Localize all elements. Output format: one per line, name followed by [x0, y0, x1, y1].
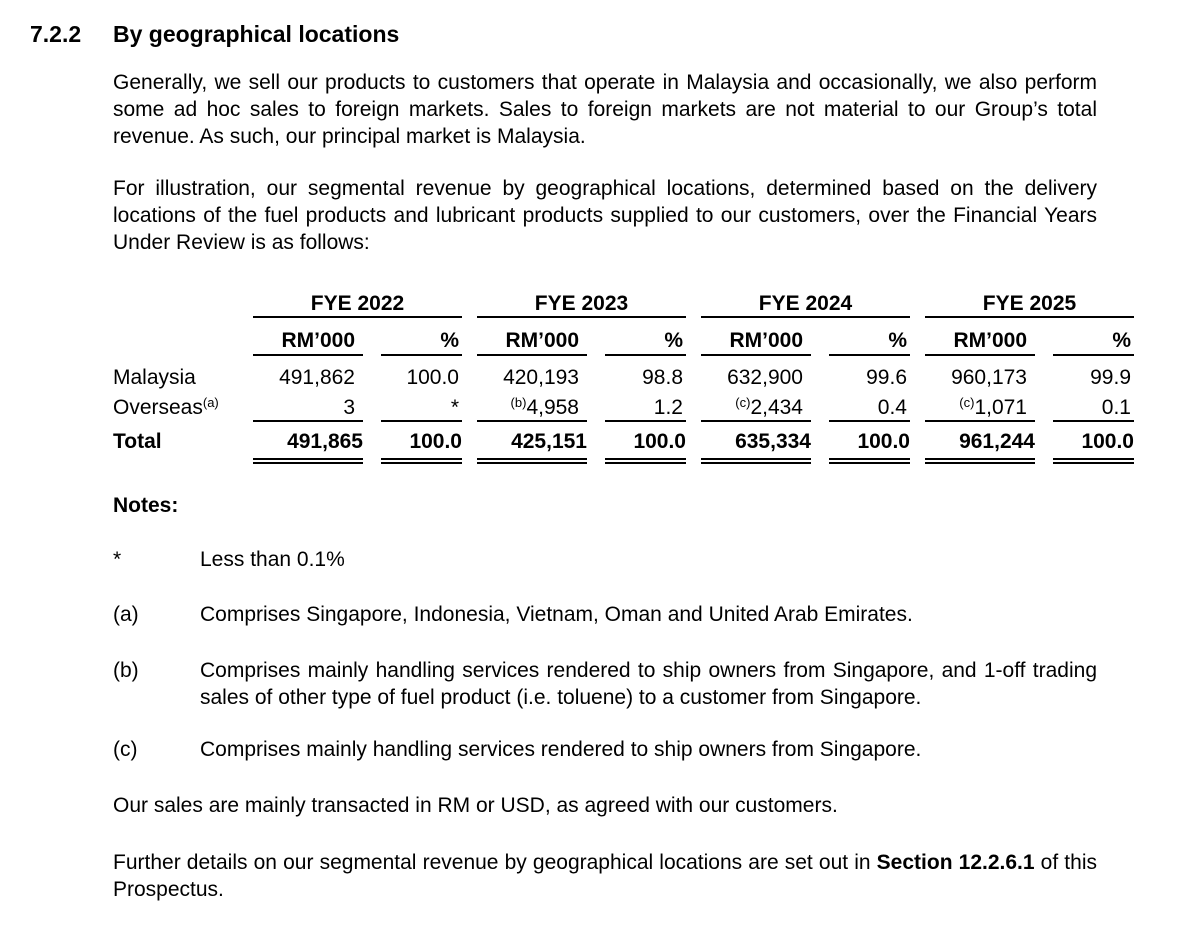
cell-total-2023-pct: 100.0: [605, 420, 686, 464]
note-text: Comprises mainly handling services rendered to ship owners from Singapore.: [200, 738, 922, 761]
cell-overseas-2023-rm: [477, 390, 587, 420]
col-header-rm000: RM’000: [701, 318, 811, 356]
note-ref-b: (b): [510, 395, 527, 410]
cell-total-2024-rm: 635,334: [701, 420, 811, 464]
year-header-fye2022: FYE 2022: [253, 292, 462, 318]
cell-value: 2,434: [750, 396, 803, 419]
cell-malaysia-2022-rm: 491,862: [279, 366, 355, 389]
year-header-fye2025: FYE 2025: [925, 292, 1134, 318]
note-ref-a: (a): [202, 395, 219, 410]
note-item-asterisk: [113, 546, 1200, 573]
cell-total-2025-rm: 961,244: [925, 420, 1035, 464]
col-header-pct: %: [605, 318, 686, 356]
cell-total-2025-pct: 100.0: [1053, 420, 1134, 464]
note-text: Less than 0.1%: [200, 548, 345, 571]
col-header-rm000: RM’000: [253, 318, 363, 356]
note-marker: (b): [113, 659, 139, 682]
note-ref-c: (c): [959, 395, 975, 410]
further-details-text: of this Prospectus.: [113, 851, 1097, 901]
cell-value: 4,958: [526, 396, 579, 419]
cell-value: 1,071: [974, 396, 1027, 419]
row-label-total: Total: [113, 430, 162, 453]
further-details-paragraph: [113, 849, 1097, 903]
intro-paragraph-1: Generally, we sell our products to customers that operate in Malaysia and occasionally, we also perform some ad hoc sales to foreign markets. Sales to foreign markets are not material to our Group’s total revenue. As such, our principal market is Malaysia.: [113, 71, 1097, 148]
year-header-fye2023: FYE 2023: [477, 292, 686, 318]
cell-malaysia-2025-rm: 960,173: [951, 366, 1027, 389]
row-label-overseas-text: Overseas: [113, 396, 203, 419]
intro-paragraph-2: For illustration, our segmental revenue by geographical locations, determined based on the delivery locations of the fuel products and lubricant products supplied to our customers, over the Financial Years Under Review is as follows:: [113, 177, 1097, 254]
col-header-rm000: RM’000: [477, 318, 587, 356]
notes-heading: Notes:: [113, 494, 179, 517]
year-header-fye2024: FYE 2024: [701, 292, 910, 318]
further-details-text: Further details on our segmental revenue by geographical locations are set out in: [113, 851, 877, 874]
col-header-pct: %: [381, 318, 462, 356]
cell-overseas-2022-pct: *: [450, 396, 459, 419]
section-cross-reference: Section 12.2.6.1: [876, 851, 1035, 874]
row-label-malaysia: Malaysia: [113, 366, 196, 389]
cell-total-2022-pct: 100.0: [381, 420, 462, 464]
cell-overseas-2025-pct: 0.1: [1101, 396, 1131, 419]
note-marker: *: [113, 548, 122, 571]
cell-malaysia-2023-pct: 98.8: [642, 366, 683, 389]
cell-malaysia-2022-pct: 100.0: [406, 366, 459, 389]
cell-total-2024-pct: 100.0: [829, 420, 910, 464]
sales-currency-paragraph: Our sales are mainly transacted in RM or USD, as agreed with our customers.: [113, 794, 838, 817]
section-heading: [30, 20, 1200, 48]
cell-overseas-2023-pct: 1.2: [653, 396, 683, 419]
cell-malaysia-2023-rm: 420,193: [503, 366, 579, 389]
row-label-overseas: [113, 390, 253, 420]
revenue-by-geography-table: [113, 292, 1134, 464]
cell-total-2022-rm: 491,865: [253, 420, 363, 464]
section-number: 7.2.2: [30, 21, 82, 47]
note-text: Comprises mainly handling services rendered to ship owners from Singapore, and 1-off trading sales of other type of fuel product (i.e. toluene) to a customer from Singapore.: [200, 659, 1097, 709]
cell-total-2023-rm: 425,151: [477, 420, 587, 464]
note-marker: (a): [113, 603, 139, 626]
note-text: Comprises Singapore, Indonesia, Vietnam, Oman and United Arab Emirates.: [200, 603, 913, 626]
col-header-rm000: RM’000: [925, 318, 1035, 356]
cell-malaysia-2024-pct: 99.6: [866, 366, 907, 389]
note-item-b: [113, 657, 1200, 711]
cell-value: 3: [343, 396, 355, 419]
col-header-pct: %: [1053, 318, 1134, 356]
note-item-c: [113, 736, 1200, 763]
note-item-a: [113, 601, 1200, 628]
cell-overseas-2025-rm: [925, 390, 1035, 420]
cell-malaysia-2025-pct: 99.9: [1090, 366, 1131, 389]
note-ref-c: (c): [735, 395, 751, 410]
cell-malaysia-2024-rm: 632,900: [727, 366, 803, 389]
cell-overseas-2024-rm: [701, 390, 811, 420]
col-header-pct: %: [829, 318, 910, 356]
cell-overseas-2024-pct: 0.4: [877, 396, 907, 419]
cell-overseas-2022-rm: [253, 390, 363, 420]
note-marker: (c): [113, 738, 138, 761]
section-title: By geographical locations: [113, 21, 400, 47]
